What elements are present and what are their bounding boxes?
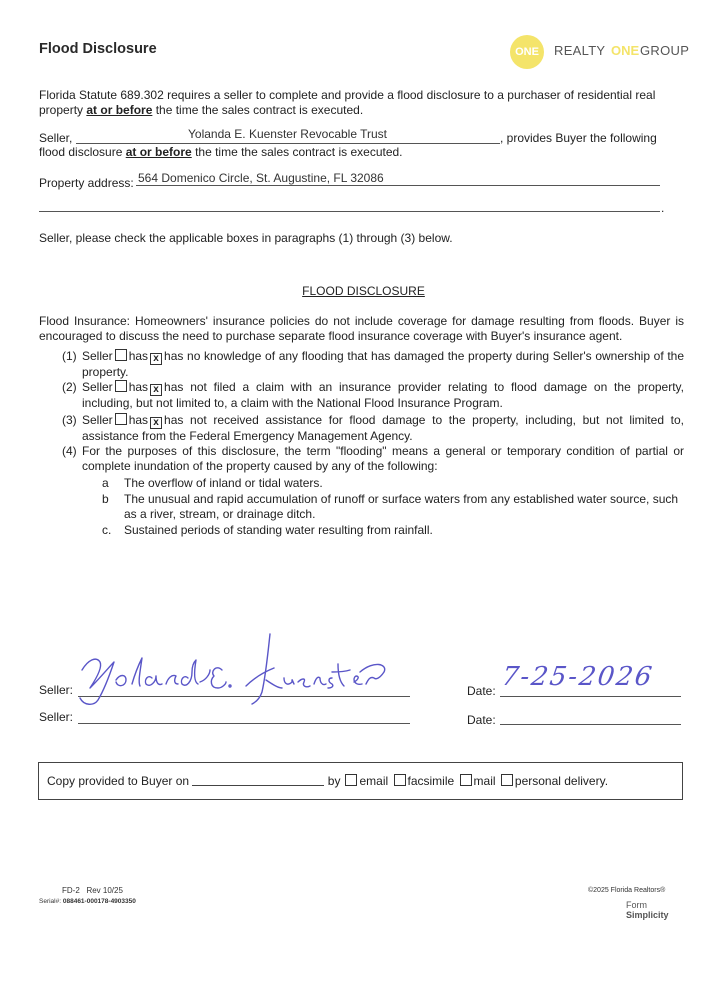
item-number: (1) bbox=[62, 349, 77, 363]
sub-letter: c. bbox=[102, 523, 112, 537]
date1-label: Date: bbox=[467, 684, 496, 698]
seller-signature-image bbox=[70, 622, 390, 712]
has-not-checkbox-3[interactable]: x bbox=[150, 417, 162, 429]
seller2-label: Seller: bbox=[39, 710, 74, 724]
sub-text: The overflow of inland or tidal waters. bbox=[124, 476, 323, 490]
page-title: Flood Disclosure bbox=[39, 41, 157, 57]
seller-name-value: Yolanda E. Kuenster Revocable Trust bbox=[188, 127, 388, 141]
sub-letter: b bbox=[102, 492, 109, 506]
form-code: FD-2 bbox=[62, 886, 80, 895]
serial-value: 088461-000178-4903350 bbox=[62, 898, 136, 905]
has-checkbox-1[interactable] bbox=[115, 349, 127, 361]
intro-line1: Florida Statute 689.302 requires a seller to complete and provide a flood disclosure to a purchaser of residential real bbox=[39, 88, 656, 102]
intro-emphasis: at or before bbox=[86, 102, 153, 117]
opt-personal-delivery: personal delivery. bbox=[514, 774, 609, 788]
item-seller: Seller bbox=[82, 380, 113, 394]
disclosure-item-4 bbox=[62, 444, 684, 473]
has-not-checkbox-1[interactable]: x bbox=[150, 353, 162, 365]
item-has: has bbox=[128, 380, 149, 394]
intro-line2-pre: property bbox=[39, 102, 87, 117]
seller-line2-emphasis: at or before bbox=[125, 145, 192, 159]
seller-line2-pre: flood disclosure bbox=[39, 145, 126, 159]
logo-circle: ONE bbox=[510, 35, 544, 69]
copyright: ©2025 Florida Realtors® bbox=[588, 887, 666, 894]
item-text: has no knowledge of any flooding that has damaged the property during Seller's ownership of the property. bbox=[82, 349, 684, 379]
instructions-text: Seller, please check the applicable boxes in paragraphs (1) through (3) below. bbox=[39, 231, 453, 245]
seller-line2-post: the time the sales contract is executed. bbox=[191, 145, 403, 159]
disclosure-item-3 bbox=[62, 413, 684, 444]
flood-cause-b bbox=[102, 492, 684, 521]
form-rev: Rev 10/25 bbox=[86, 886, 123, 895]
intro-paragraph bbox=[39, 88, 679, 117]
item-seller: Seller bbox=[82, 413, 113, 427]
item-number: (3) bbox=[62, 413, 77, 427]
disclosure-item-2 bbox=[62, 380, 684, 411]
seller-label: Seller, bbox=[39, 131, 73, 145]
item-has: has bbox=[128, 413, 149, 427]
sub-letter: a bbox=[102, 476, 109, 490]
sub-text: Sustained periods of standing water resulting from rainfall. bbox=[124, 523, 433, 537]
item-number: (4) bbox=[62, 444, 77, 458]
brand-simplicity: Simplicity bbox=[626, 910, 669, 920]
flood-cause-a bbox=[102, 476, 684, 491]
facsimile-checkbox[interactable] bbox=[394, 774, 406, 786]
opt-mail: mail bbox=[473, 774, 496, 788]
personal-delivery-checkbox[interactable] bbox=[501, 774, 513, 786]
item-number: (2) bbox=[62, 380, 77, 394]
insurance-paragraph: Flood Insurance: Homeowners' insurance policies do not include coverage for damage resulting from floods. Buyer is encouraged to discuss the need to purchase separate flood insurance coverage with Buyer's insurance agent. bbox=[39, 314, 684, 343]
seller-line2 bbox=[39, 145, 403, 159]
brokerage-logo bbox=[510, 34, 690, 68]
seller-line-after: , provides Buyer the following bbox=[500, 131, 657, 145]
date2-field[interactable] bbox=[500, 711, 681, 725]
serial-label: Serial#: bbox=[39, 898, 62, 905]
form-simplicity-logo bbox=[626, 900, 669, 920]
property-label: Property address: bbox=[39, 176, 134, 190]
has-not-checkbox-2[interactable]: x bbox=[150, 384, 162, 396]
logo-word-group: GROUP bbox=[640, 43, 690, 58]
property-end-period: . bbox=[661, 201, 665, 215]
item-has: has bbox=[128, 349, 149, 363]
item-seller: Seller bbox=[82, 349, 113, 363]
seller1-label: Seller: bbox=[39, 683, 74, 697]
disclosure-item-1 bbox=[62, 349, 684, 380]
item-text: has not filed a claim with an insurance provider relating to flood damage on the property, including, but not limited to, a claim with the National Flood Insurance Program. bbox=[82, 380, 684, 410]
intro-line2-post: the time the sales contract is executed. bbox=[152, 102, 364, 117]
mail-checkbox[interactable] bbox=[460, 774, 472, 786]
date1-handwritten: 7-25-2026 bbox=[499, 662, 656, 692]
seller2-signature-field[interactable] bbox=[78, 710, 410, 724]
copy-prefix: Copy provided to Buyer on bbox=[47, 774, 190, 788]
opt-facsimile: facsimile bbox=[407, 774, 455, 788]
brand-form: Form bbox=[626, 900, 647, 910]
has-checkbox-3[interactable] bbox=[115, 413, 127, 425]
opt-email: email bbox=[359, 774, 389, 788]
property-address-value: 564 Domenico Circle, St. Augustine, FL 32086 bbox=[138, 171, 384, 185]
email-checkbox[interactable] bbox=[345, 774, 357, 786]
has-checkbox-2[interactable] bbox=[115, 380, 127, 392]
flood-cause-c bbox=[102, 523, 684, 538]
date2-label: Date: bbox=[467, 713, 496, 727]
copy-date-field[interactable] bbox=[192, 774, 324, 786]
property-address-line2[interactable] bbox=[39, 197, 660, 212]
form-id bbox=[62, 886, 123, 895]
copy-provided-box bbox=[38, 762, 683, 800]
copy-by: by bbox=[327, 774, 341, 788]
copy-provided-row bbox=[47, 774, 608, 788]
section-heading: FLOOD DISCLOSURE bbox=[302, 284, 425, 298]
logo-word-realty: REALTY bbox=[554, 43, 606, 58]
serial-number bbox=[39, 898, 136, 905]
logo-word-one: ONE bbox=[611, 43, 640, 58]
intro-line2 bbox=[39, 103, 679, 118]
item-text: For the purposes of this disclosure, the term "flooding" means a general or temporary condition of partial or complete inundation of the property caused by any of the following: bbox=[82, 444, 684, 473]
sub-text: The unusual and rapid accumulation of runoff or surface waters from any established water source, such as a river, stream, or drainage ditch. bbox=[124, 492, 679, 521]
item-text: has not received assistance for flood damage to the property, including, but not limited to, assistance from the Federal Emergency Management Agency. bbox=[82, 413, 684, 443]
